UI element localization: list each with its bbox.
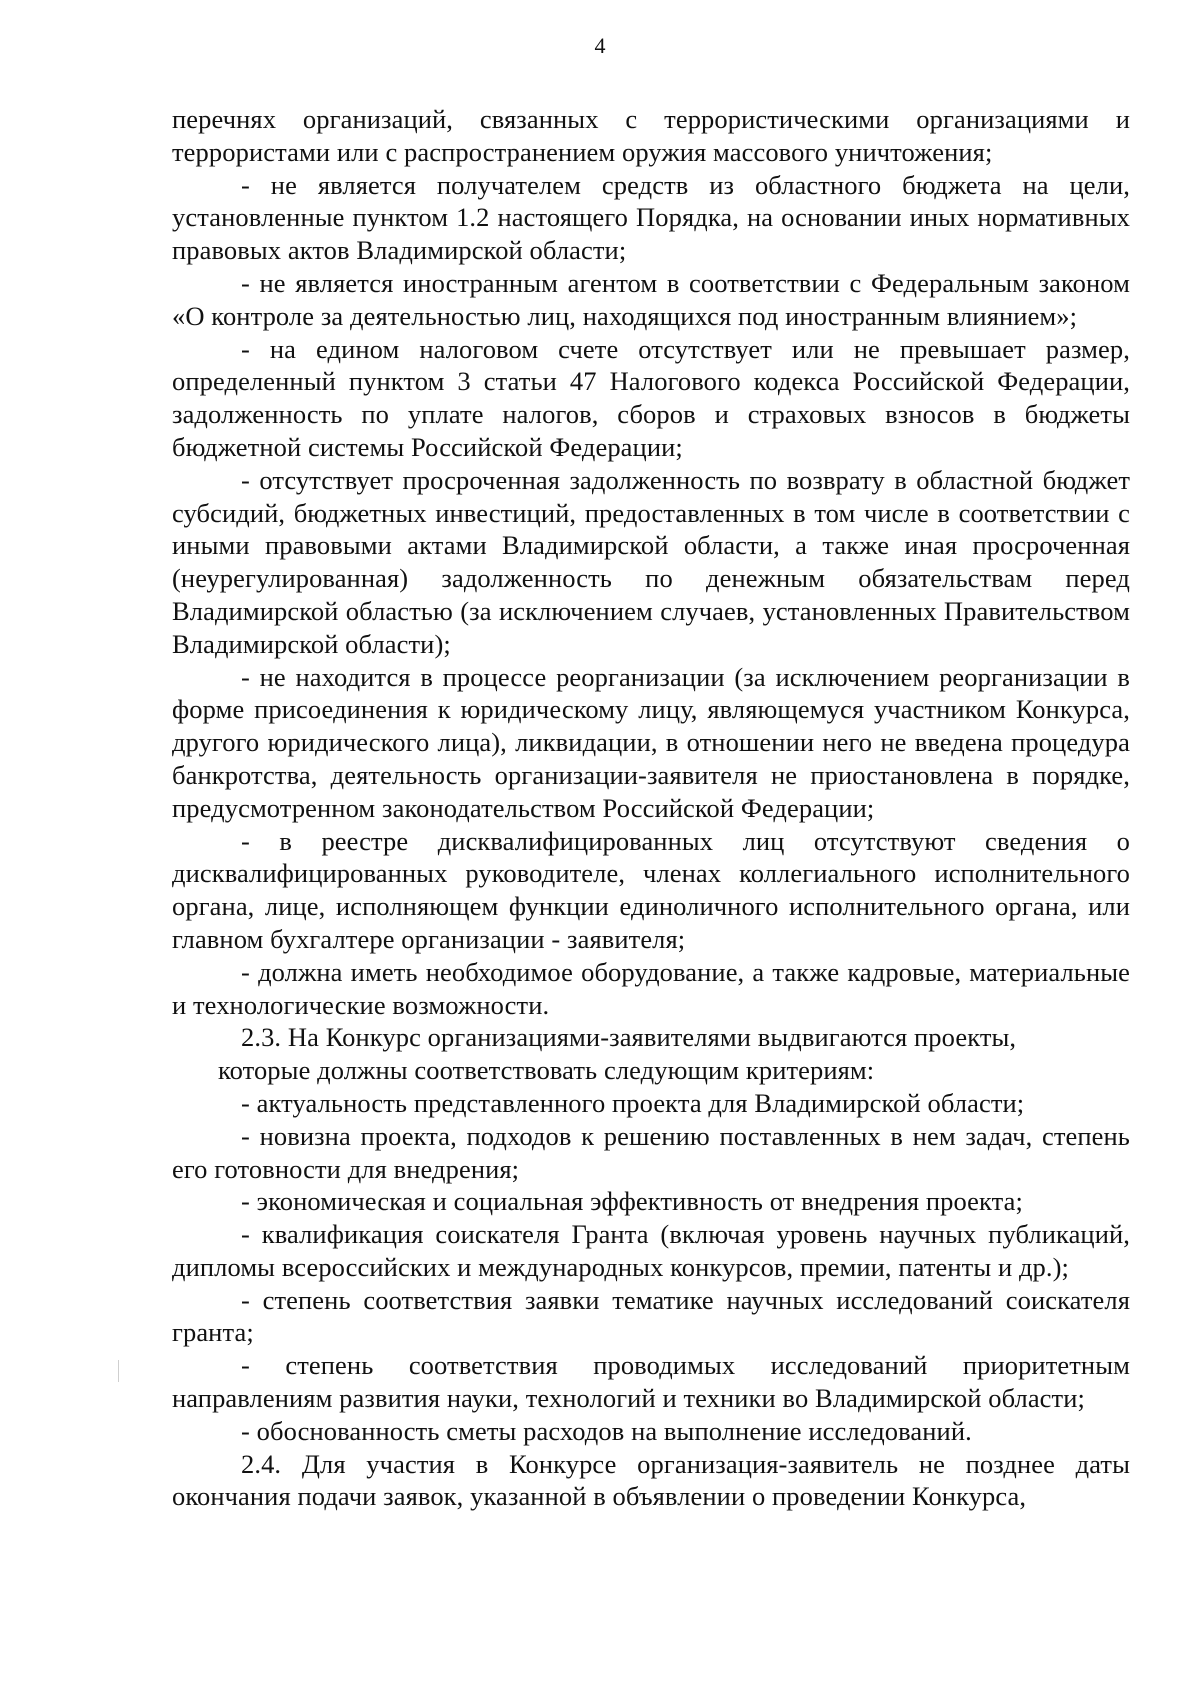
criterion-priority-match: - степень соответствия проводимых исследований приоритетным направлениям развития науки, технологий и техники во Владимирской области; (172, 1350, 1130, 1414)
criterion-novelty: - новизна проекта, подходов к решению поставленных в нем задач, степень его готовности для внедрения; (172, 1120, 1130, 1184)
requirement-tax-account: - на едином налоговом счете отсутствует или не превышает размер, определенный пунктом 3 статьи 47 Налогового кодекса Российской Федерации, задолженность по уплате налогов, сборов и страховых взносов в бюджеты бюджетной системы Российской Федерации; (172, 333, 1130, 462)
requirement-disqualified-registry: - в реестре дисквалифицированных лиц отсутствуют сведения о дисквалифицированных руководителе, членах коллегиального исполнительного органа, лице, исполняющем функции единоличного исполнительного органа, или главном бухгалтере организации - заявителя; (172, 825, 1130, 954)
requirement-not-budget-recipient: - не является получателем средств из областного бюджета на цели, установленные пунктом 1.2 настоящего Порядка, на основании иных нормативных правовых актов Владимирской области; (172, 169, 1130, 266)
requirement-no-overdue-debt: - отсутствует просроченная задолженность по возврату в областной бюджет субсидий, бюджетных инвестиций, предоставленных в том числе в соответствии с иными правовыми актами Владимирской области, а также иная просроченная (неурегулированная) задолженность по денежным обязательствам перед Владимирской областью (за исключением случаев, установленных Правительством Владимирской области); (172, 464, 1130, 659)
clause-2-4: 2.4. Для участия в Конкурсе организация-заявитель не позднее даты окончания подачи заявок, указанной в объявлении о проведении Конкурса, (172, 1448, 1130, 1512)
page-number: 4 (594, 33, 606, 58)
criterion-efficiency: - экономическая и социальная эффективность от внедрения проекта; (241, 1186, 1024, 1217)
criterion-topic-match: - степень соответствия заявки тематике научных исследований соискателя гранта; (172, 1284, 1130, 1348)
clause-2-3: 2.3. На Конкурс организациями-заявителями выдвигаются проекты, (241, 1022, 1017, 1053)
criterion-qualification: - квалификация соискателя Гранта (включая уровень научных публикаций, дипломы всероссийских и международных конкурсов, премии, патенты и др.); (172, 1219, 1130, 1282)
requirement-no-reorganization: - не находится в процессе реорганизации (за исключением реорганизации в форме присоединения к юридическому лицу, являющемуся участником Конкурса, другого юридического лица), ликвидации, в отношении него не введена процедура банкротства, деятельность организации-заявителя не приостановлена в порядке, предусмотренном законодательством Российской Федерации; (172, 661, 1130, 823)
criterion-budget-justification: - обоснованность сметы расходов на выполнение исследований. (241, 1415, 972, 1446)
requirement-not-foreign-agent: - не является иностранным агентом в соответствии с Федеральным законом «О контроле за деятельностью лиц, находящихся под иностранным влиянием»; (172, 267, 1130, 331)
paragraph-continuation: перечнях организаций, связанных с террористическими организациями и террористами или с распространением оружия массового уничтожения; (172, 104, 1130, 167)
margin-mark (118, 1360, 119, 1382)
document-body (172, 103, 1130, 1513)
requirement-equipment: - должна иметь необходимое оборудование, а также кадровые, материальные и технологические возможности. (172, 956, 1130, 1020)
clause-2-3-continuation: которые должны соответствовать следующим критериям: (218, 1055, 875, 1086)
criterion-relevance: - актуальность представленного проекта для Владимирской области; (241, 1087, 1025, 1118)
